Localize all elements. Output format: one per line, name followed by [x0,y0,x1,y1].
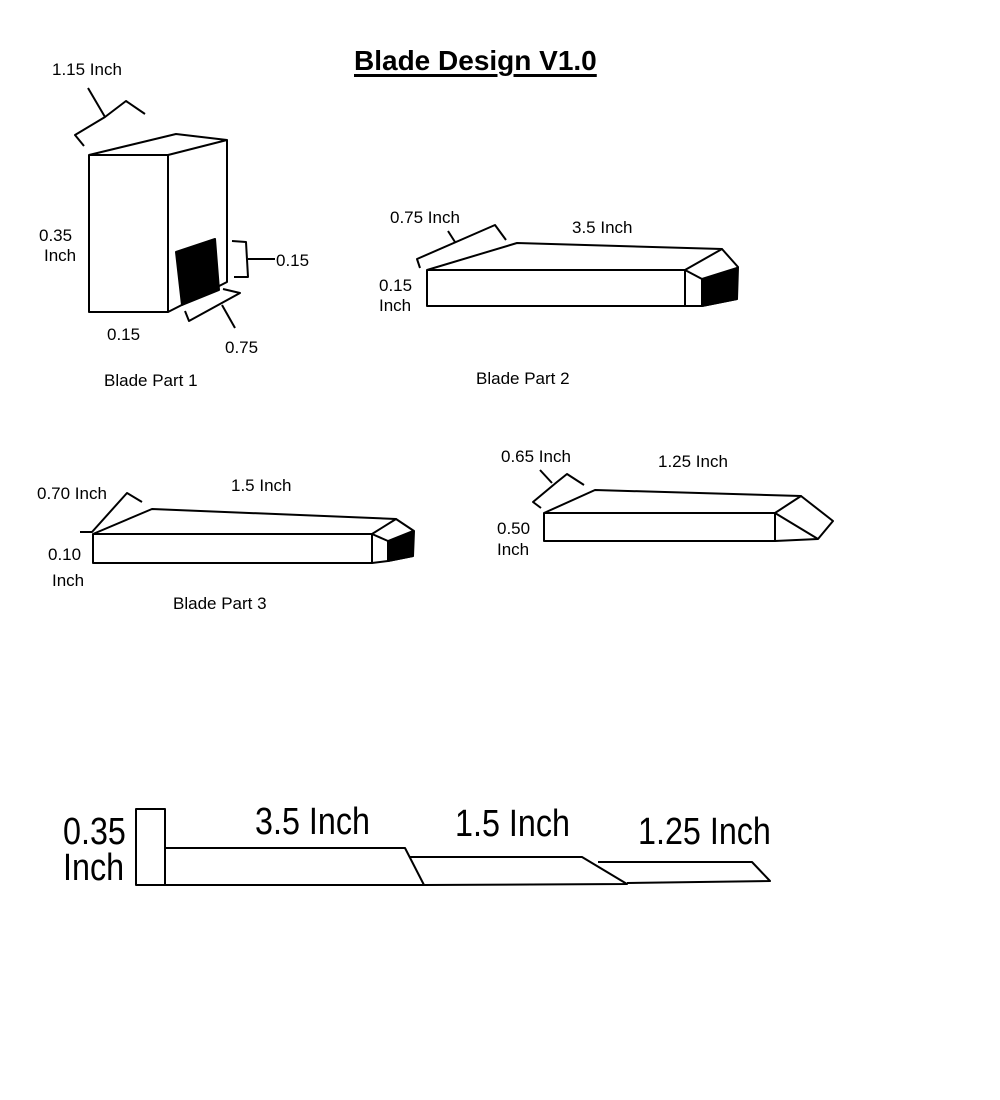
part1-height-unit: Inch [44,246,77,265]
assembly-segment3-label: 1.25 Inch [638,811,771,853]
part4-height-unit: Inch [497,540,530,559]
part1-block [75,88,275,328]
part2-height-unit: Inch [379,296,412,315]
part2-height-label: 0.15 [379,276,413,295]
assembly-height-label: 0.35 [63,811,126,853]
part3-height-label: 0.10 [48,545,82,564]
part4-length-label: 1.25 Inch [658,452,728,471]
assembly-segment1-label: 3.5 Inch [255,801,370,843]
part1-length-label: 0.75 [225,338,259,357]
part3-length-label: 1.5 Inch [231,476,292,495]
part1-caption: Blade Part 1 [104,371,198,390]
part2-bevel-label: 0.75 Inch [390,208,460,227]
part3-bevel-label: 0.70 Inch [37,484,107,503]
part2-caption: Blade Part 2 [476,369,570,388]
part3-caption: Blade Part 3 [173,594,267,613]
part4-height-label: 0.50 [497,519,531,538]
part4-bevel-label: 0.65 Inch [501,447,571,466]
part1-width-label: 0.15 [107,325,141,344]
part4-block [533,470,833,541]
part1-depth-label: 1.15 Inch [52,60,122,79]
part1-side-label: 0.15 [276,251,310,270]
page-title: Blade Design V1.0 [354,45,597,76]
part3-height-unit: Inch [52,571,85,590]
part2-length-label: 3.5 Inch [572,218,633,237]
part1-height-label: 0.35 [39,226,73,245]
assembly-segment2-label: 1.5 Inch [455,803,570,845]
assembly-height-unit: Inch [63,847,125,889]
part3-block [80,493,414,563]
